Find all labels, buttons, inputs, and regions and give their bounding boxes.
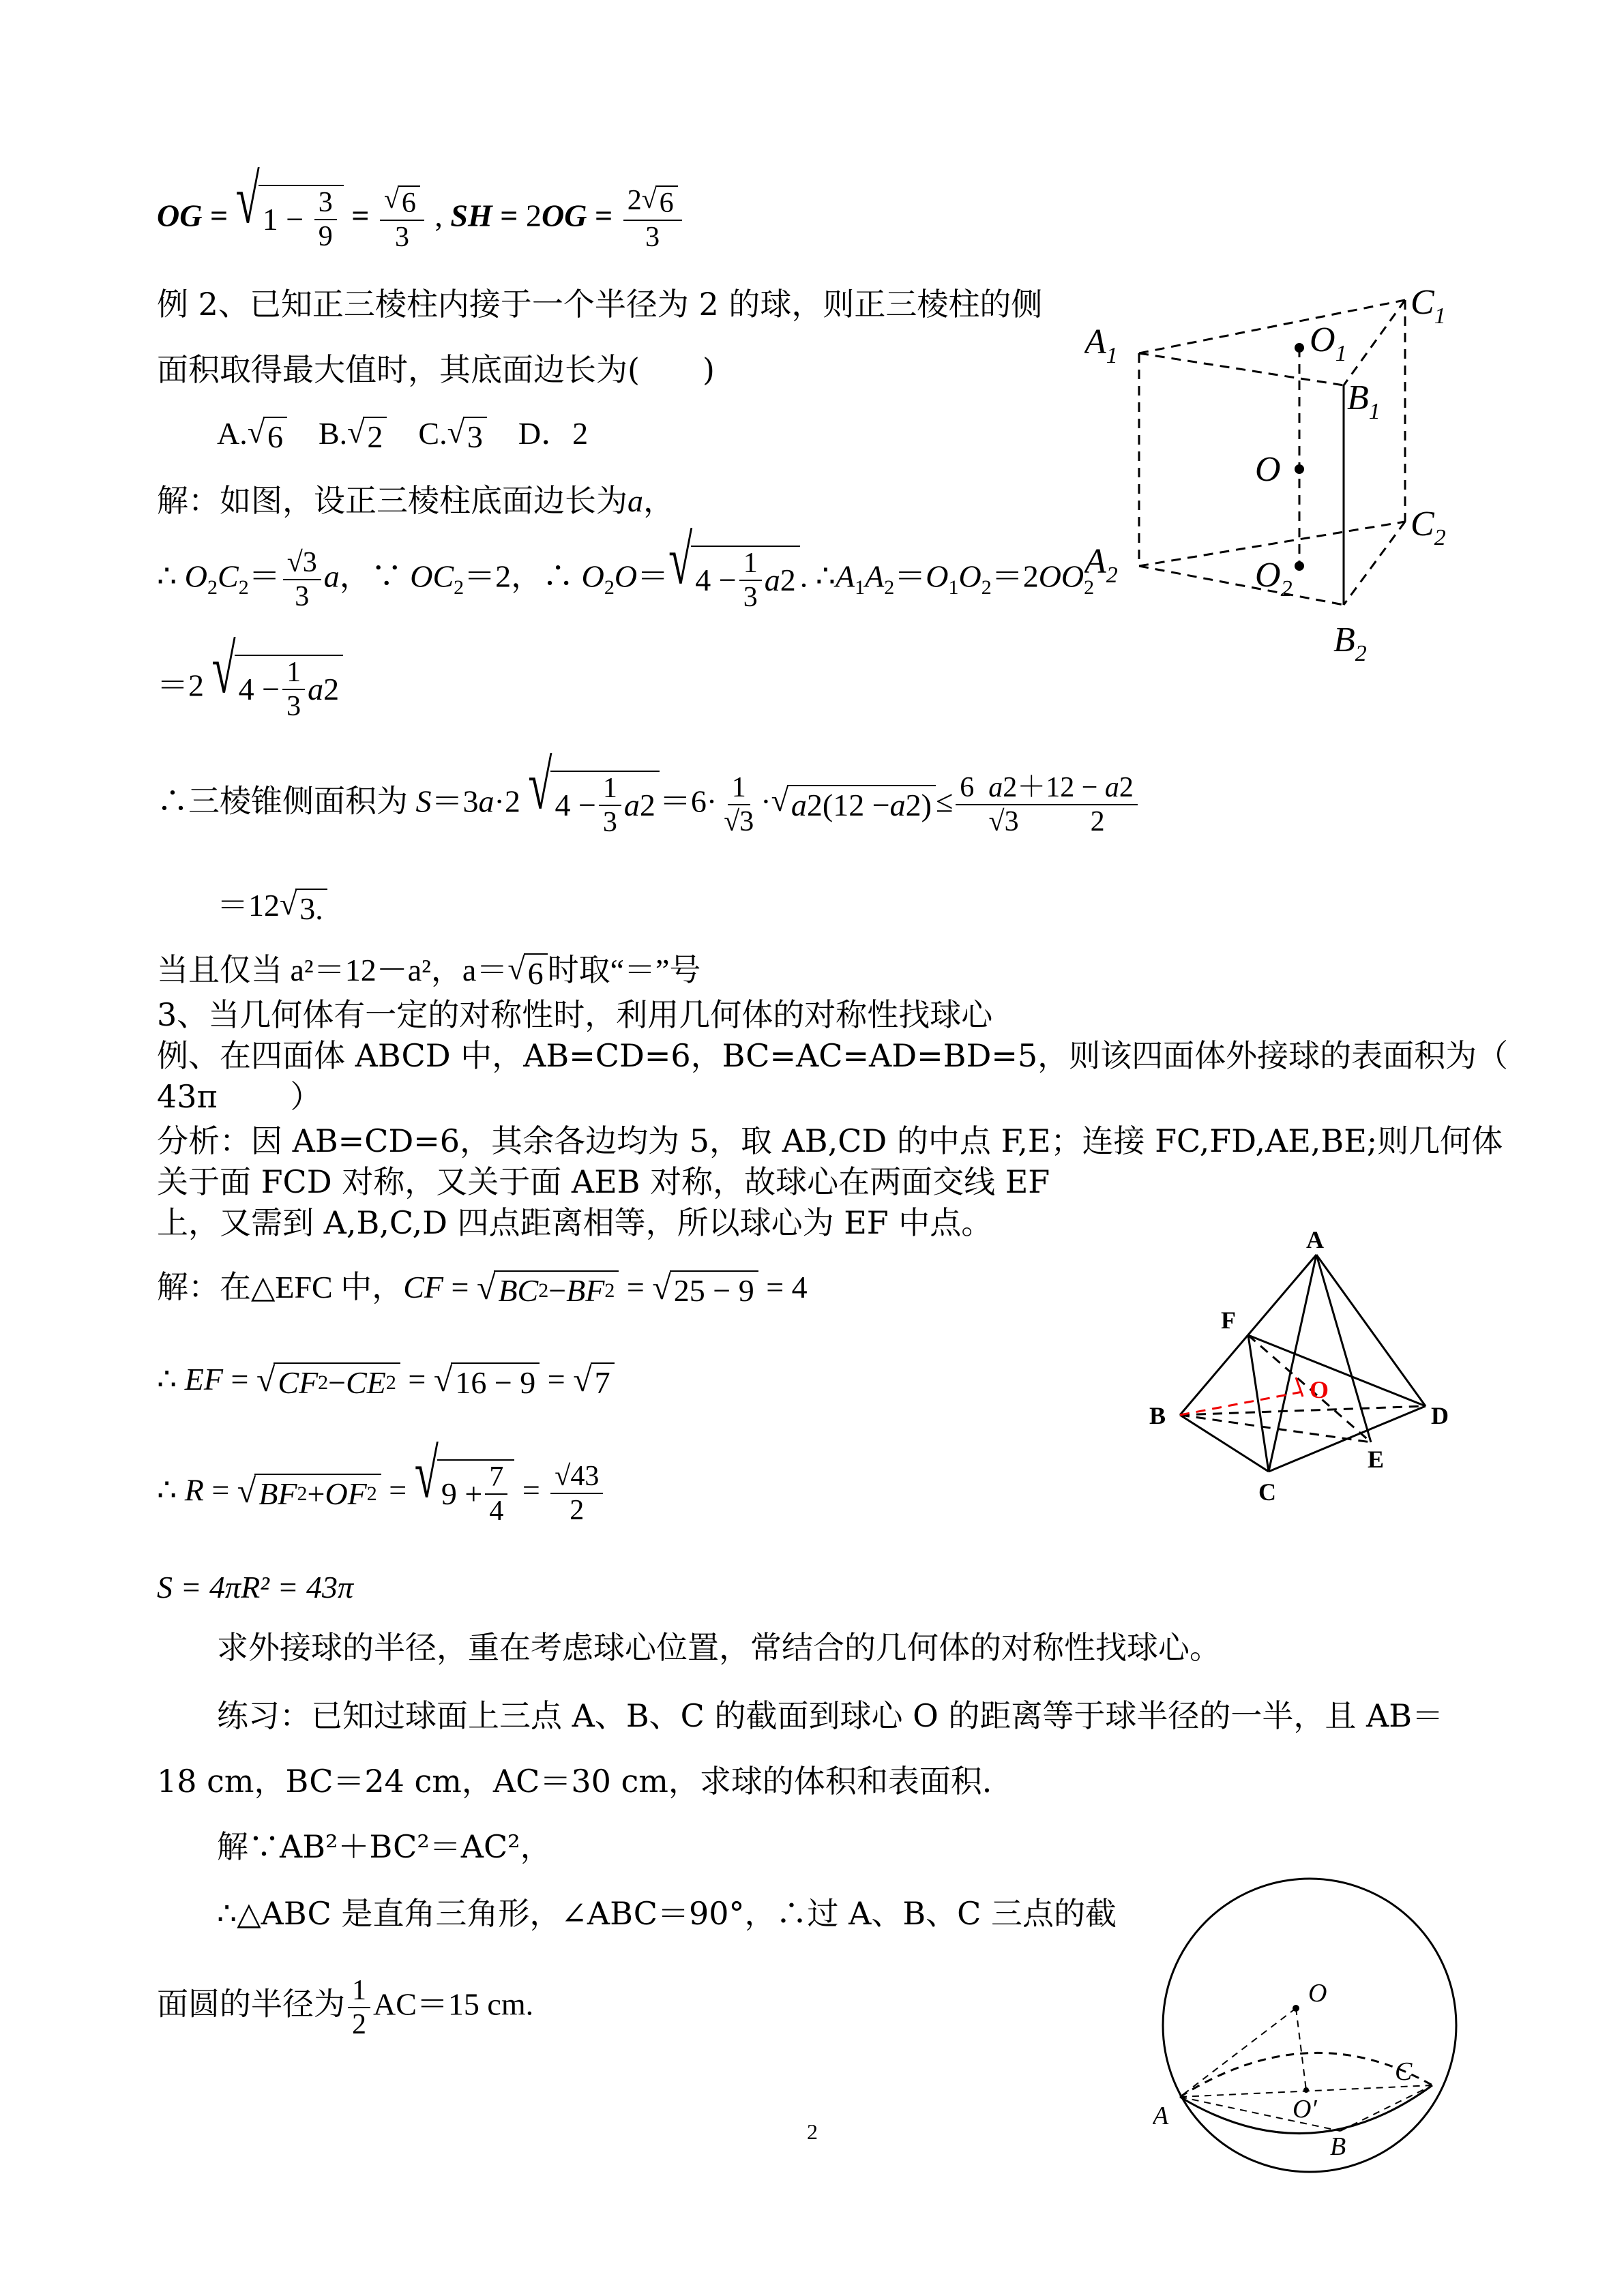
frac-den: 9 — [318, 221, 333, 253]
choice-c: C. — [418, 416, 447, 451]
label-b2: $B_2$ — [1333, 621, 1367, 666]
ex4-question-2: 18 cm，BC＝24 cm，AC＝30 cm，求球的体积和表面积． — [157, 1763, 1014, 1800]
ex3-sol-1: 解：在△EFC 中，CF = √ BC 2 − BF 2 = √ 25 − 9 = 4 — [157, 1268, 808, 1310]
sphere-outline — [1163, 1879, 1456, 2172]
o2-point — [1295, 561, 1304, 571]
sqrt-six-2: 6 — [655, 185, 678, 220]
ex3-sol-2: ∴ EF = √ CF 2 − CE 2 = √ 16 − 9 = √ 7 — [157, 1360, 615, 1402]
label-a2: $A_2$ — [1084, 542, 1118, 588]
tetrahedron-figure — [1139, 1214, 1494, 1527]
choice-a: A. — [217, 416, 248, 451]
ex3-analysis-2: 关于面 FCD 对称，又关于面 AEB 对称，故球心在两面交线 EF — [157, 1163, 1050, 1200]
o-point — [1295, 464, 1304, 474]
ex3-answer: 43π ） — [157, 1078, 322, 1115]
num-two: 2 — [627, 185, 642, 216]
comma: ， — [643, 482, 675, 519]
tet-label-d: D — [1431, 1402, 1449, 1429]
label-o: O — [1255, 450, 1281, 489]
frac-num: 3 — [314, 186, 337, 220]
final-root: 3. — [295, 889, 327, 928]
og-label-2: OG — [542, 198, 587, 233]
s3-text: 面圆的半径为 — [157, 1986, 345, 2022]
ex2-choices: A. √ 6 B. √ 2 C. √ 3 D．2 — [217, 415, 588, 456]
sqrt-six: 6 — [398, 185, 420, 220]
label-c2: $C_2$ — [1411, 505, 1446, 550]
ex2-sol-1 — [157, 481, 675, 520]
page-number: 2 — [807, 2119, 818, 2144]
ex3-sol-text: 解：在△EFC 中， — [157, 1270, 404, 1304]
label-b1: $B_1$ — [1347, 378, 1381, 424]
choice-d: D．2 — [518, 416, 589, 451]
ex3-surface-area: S = 4πR² = 43π — [157, 1570, 354, 1605]
ex2-final: ＝12 √ 3. — [217, 886, 327, 928]
ex4-sol-2: ∴△ABC 是直角三角形，∠ABC＝90°，∴过 A、B、C 三点的截 — [217, 1895, 1117, 1932]
sphere-label-b: B — [1330, 2132, 1346, 2161]
therefore-2: ∴ — [157, 1472, 177, 1508]
choice-b: B. — [318, 416, 348, 451]
ex2-condition: 当且仅当 a²＝12－a²，a＝ √ 6 时取“＝”号 — [157, 951, 700, 993]
og-label: OG — [157, 198, 203, 233]
label-a1: $A_1$ — [1084, 323, 1118, 368]
center-o-prime — [1303, 2087, 1309, 2093]
var-a: a — [628, 483, 643, 518]
ex3-analysis-3: 上，又需到 A,B,C,D 四点距离相等，所以球心为 EF 中点。 — [157, 1204, 993, 1241]
section-3-heading: 3、当几何体有一定的对称性时，利用几何体的对称性找球心 — [157, 996, 993, 1033]
choice-b-val: 2 — [363, 417, 387, 456]
sphere-label-c: C — [1395, 2057, 1413, 2086]
prism-figure — [1084, 273, 1494, 696]
sphere-label-o-prime: O′ — [1293, 2095, 1317, 2123]
cond-text-2: 时取“＝”号 — [547, 953, 701, 987]
choice-a-val: 6 — [263, 417, 287, 456]
ex3-sol-3: ∴ R = √ BF 2 + OF 2 = √ 9 + $\frac{7}{4}$ = $\frac{√43}{2}$ — [157, 1459, 606, 1527]
s3-text-2: AC＝15 cm. — [373, 1986, 534, 2022]
sh-label: SH — [450, 198, 492, 233]
num-one: 1 — [262, 202, 278, 237]
cond-root: 6 — [524, 953, 548, 993]
tet-label-b: B — [1149, 1402, 1166, 1429]
ex3-analysis-1: 分析：因 AB=CD=6，其余各边均为 5，取 AB,CD 的中点 F,E；连接 FC,FD,AE,BE;则几何体 — [157, 1122, 1503, 1159]
frac-den-3b: 3 — [645, 222, 660, 254]
final-val: ＝12 — [217, 888, 280, 923]
sphere-label-a: A — [1153, 2102, 1169, 2130]
sphere-figure — [1153, 1868, 1466, 2189]
ex2-title-2: 面积取得最大值时，其底面边长为( ) — [157, 351, 715, 388]
ex4-question-1: 练习：已知过球面上三点 A、B、C 的截面到球心 O 的距离等于球半径的一半，且 AB＝ — [217, 1697, 1444, 1734]
ex2-title: 例 2、已知正三棱柱内接于一个半径为 2 的球，则正三棱柱的侧 — [157, 286, 1043, 323]
og-sh-formula: OG = √ 1 − $\frac{3}{9}$ = √ 6 3 , SH = 2OG = 2 √ 6 3 — [157, 184, 685, 254]
therefore-1: ∴ — [157, 1362, 177, 1397]
ex2-derivation-2: ＝2 √ 4 − $\frac{1}{3}$ a 2 — [157, 655, 343, 723]
sphere-label-o: O — [1308, 1979, 1327, 2008]
cond-text: 当且仅当 a²＝12－a²，a＝ — [157, 953, 508, 987]
ex4-sol-3: 面圆的半径为 $\frac{1}{2}$ AC＝15 cm. — [157, 1975, 534, 2040]
label-c1: $C_1$ — [1411, 283, 1446, 329]
ex3-title: 例、在四面体 ABCD 中，AB=CD=6，BC=AC=AD=BD=5，则该四面体外接球的表面积为（ — [157, 1037, 1509, 1074]
coef-two: 2 — [526, 198, 542, 233]
label-o2: $O_2$ — [1255, 556, 1293, 601]
label-o1: $O_1$ — [1310, 320, 1347, 366]
center-o — [1293, 2005, 1299, 2012]
tet-label-a: A — [1306, 1226, 1324, 1253]
sol1-text: 解：如图，设正三棱柱底面边长为 — [157, 482, 628, 519]
tet-label-e: E — [1368, 1446, 1385, 1473]
summary: 求外接球的半径，重在考虑球心位置，常结合的几何体的对称性找球心。 — [217, 1629, 1221, 1666]
tet-label-o: O — [1310, 1376, 1329, 1403]
ex2-derivation-1: ∴ $O_2C_2=$ $\frac{√3}{3}$ a，∵ $OC_2=2$，∴ $O_2O=$ √ 4 − $\frac{1}{3}$ a 2 . $\therefore A_1A_2=O_1O_2=2OO_2$ — [157, 520, 1095, 613]
tet-label-c: C — [1258, 1478, 1276, 1506]
o1-point — [1295, 343, 1304, 353]
ex4-sol-1: 解∵AB²＋BC²＝AC²， — [217, 1828, 552, 1865]
frac-den-3: 3 — [394, 222, 409, 254]
tet-label-f: F — [1221, 1307, 1236, 1334]
ex2-derivation-3: ∴三棱锥侧面积为 S＝3a·2 √ 4 − $\frac{1}{3}$ a 2 ＝6· $\frac{1}{√3}$ · √ a 2(12 − a 2) ≤ $\frac{6 a2+12 - a2}{√3 2}$ — [157, 771, 1140, 839]
choice-c-val: 3 — [463, 417, 487, 456]
